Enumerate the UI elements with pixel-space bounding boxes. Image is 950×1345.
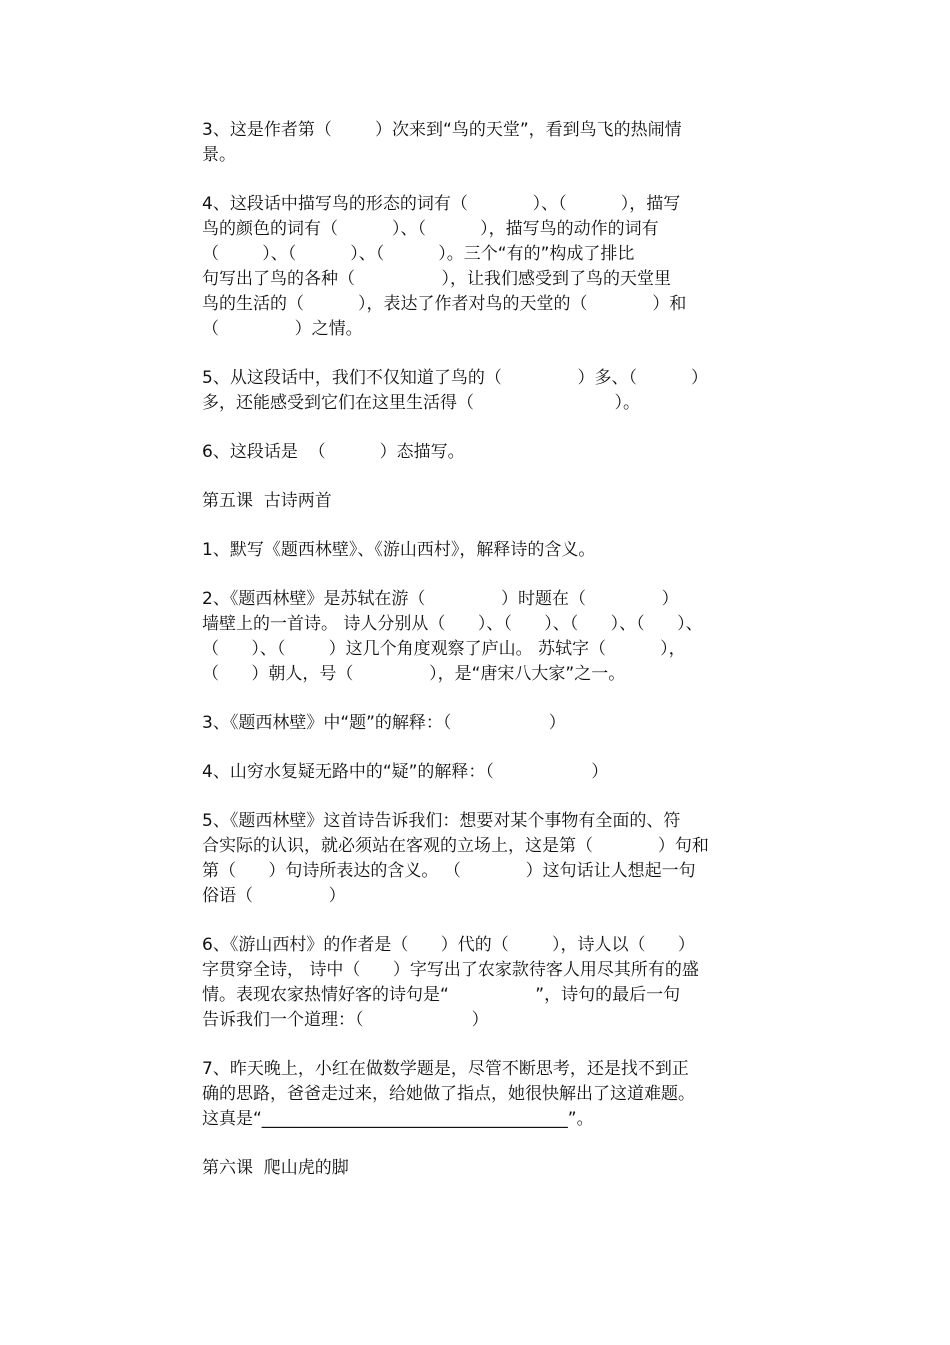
text-line: （ ）朝人，号（ ），是“唐宋八大家”之一。 [202, 664, 626, 684]
text-line: 情。表现农家热情好客的诗句是“ ”，诗句的最后一句 [202, 985, 681, 1005]
text-line: 句写出了鸟的各种（ ），让我们感受到了鸟的天堂里 [202, 269, 671, 289]
text-line: 多，还能感受到它们在这里生活得（ ）。 [202, 393, 640, 413]
text-line: 字贯穿全诗， 诗中（ ）字写出了农家款待客人用尽其所有的盛 [202, 960, 699, 980]
text-line: 这真是“____________________________________”。 [202, 1109, 594, 1129]
question-lesson5-q7 [202, 1057, 762, 1132]
text-line: 3、《题西林壁》中“题”的解释：（ ） [202, 713, 566, 733]
question-lesson4-q6 [202, 440, 762, 465]
text-line: （ ）、（ ）、（ ）。三个“有的”构成了排比 [202, 244, 635, 264]
text-line: （ ）、（ ）这几个角度观察了庐山。 苏轼字（ ）， [202, 639, 686, 659]
question-lesson5-q1 [202, 538, 762, 563]
text-line: 5、《题西林壁》这首诗告诉我们：想要对某个事物有全面的、符 [202, 811, 681, 831]
text-line: 鸟的生活的（ ），表达了作者对鸟的天堂的（ ）和 [202, 294, 687, 314]
question-lesson5-q5 [202, 809, 762, 909]
text-line: 墙壁上的一首诗。 诗人分别从（ ）、（ ）、（ ）、（ ）、 [202, 614, 703, 634]
question-lesson5-q4 [202, 760, 762, 785]
text-line: 3、这是作者第（ ）次来到“鸟的天堂”，看到鸟飞的热闹情 [202, 120, 682, 140]
text-line: 告诉我们一个道理：（ ） [202, 1010, 489, 1030]
text-line: 确的思路，爸爸走过来，给她做了指点，她很快解出了这道难题。 [202, 1084, 695, 1104]
text-line: 2、《题西林壁》是苏轼在游（ ）时题在（ ） [202, 589, 679, 609]
question-lesson5-q6 [202, 933, 762, 1033]
text-line: 1、默写《题西林壁》、《游山西村》，解释诗的含义。 [202, 540, 596, 560]
text-line: 6、《游山西村》的作者是（ ）代的（ ），诗人以（ ） [202, 935, 695, 955]
question-lesson5-q3 [202, 711, 762, 736]
text-line: 景。 [202, 145, 236, 165]
text-line: 第（ ）句诗所表达的含义。 （ ）这句话让人想起一句 [202, 861, 696, 881]
question-lesson4-q4 [202, 192, 762, 342]
lesson-heading-6: 第六课 爬山虎的脚 [202, 1158, 349, 1178]
text-line: 鸟的颜色的词有（ ）、（ ），描写鸟的动作的词有 [202, 219, 659, 239]
text-line: 合实际的认识，就必须站在客观的立场上，这是第（ ）句和 [202, 836, 709, 856]
text-line: 俗语（ ） [202, 886, 346, 906]
document-content [202, 118, 762, 1205]
question-lesson4-q3 [202, 118, 762, 168]
text-line: 7、昨天晚上，小红在做数学题是，尽管不断思考，还是找不到正 [202, 1059, 689, 1079]
question-lesson4-q5 [202, 366, 762, 416]
text-line: 4、山穷水复疑无路中的“疑”的解释：（ ） [202, 762, 609, 782]
text-line: 6、这段话是 （ ）态描写。 [202, 442, 465, 462]
lesson-heading-5: 第五课 古诗两首 [202, 491, 332, 511]
question-lesson5-q2 [202, 587, 762, 687]
text-line: 5、从这段话中，我们不仅知道了鸟的（ ）多、（ ） [202, 368, 709, 388]
text-line: （ ）之情。 [202, 319, 363, 339]
text-line: 4、这段话中描写鸟的形态的词有（ ）、（ ），描写 [202, 194, 681, 214]
